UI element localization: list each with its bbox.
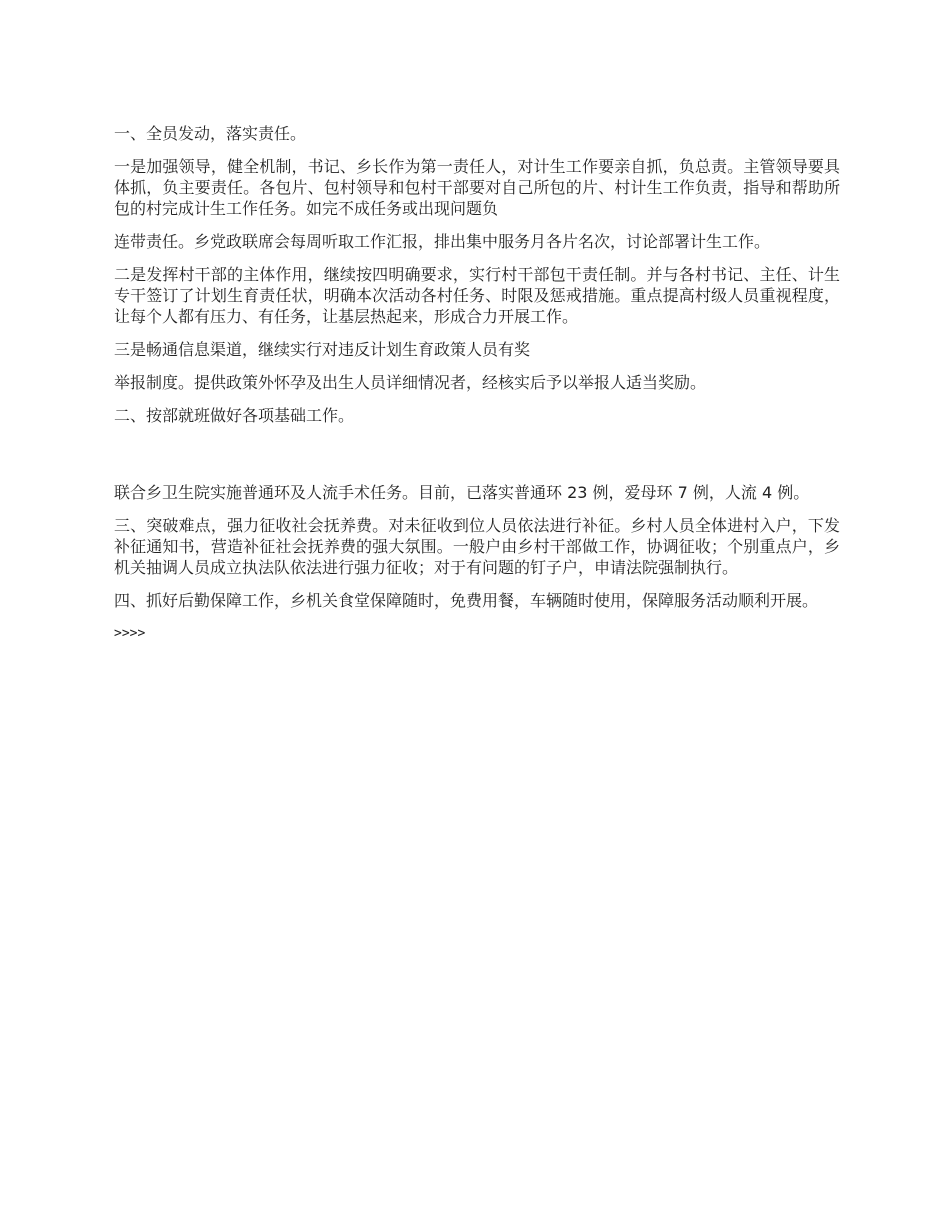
paragraph-logistics: 四、抓好后勤保障工作，乡机关食堂保障随时，免费用餐，车辆随时使用，保障服务活动顺利开展。 xyxy=(114,591,819,610)
paragraph-information-channels: 三是畅通信息渠道，继续实行对违反计划生育政策人员有奖 xyxy=(114,340,531,359)
document-body xyxy=(114,123,840,656)
section-heading-2: 二、按部就班做好各项基础工作。 xyxy=(114,406,355,425)
paragraph-leadership: 一是加强领导，健全机制，书记、乡长作为第一责任人，对计生工作要亲自抓，负总责。主管领导要具体抓，负主要责任。各包片、包村领导和包村干部要对自己所包的片、村计生工作负责，指导和帮助所包的村完成计生工作任务。如完不成任务或出现问题负 xyxy=(114,157,840,218)
blank-gap xyxy=(114,438,840,482)
paragraph-reporting-system: 举报制度。提供政策外怀孕及出生人员详细情况者，经核实后予以举报人适当奖励。 xyxy=(114,373,707,392)
section-heading-1: 一、全员发动，落实责任。 xyxy=(114,124,307,143)
paragraph-social-fees: 三、突破难点，强力征收社会抚养费。对未征收到位人员依法进行补征。乡村人员全体进村入户，下发补征通知书，营造补征社会抚养费的强大氛围。一般户由乡村干部做工作，协调征收；个别重点户，乡机关抽调人员成立执法队依法进行强力征收；对于有问题的钉子户，申请法院强制执行。 xyxy=(114,516,840,577)
continuation-marker: >>>> xyxy=(114,626,146,641)
paragraph-village-cadres: 二是发挥村干部的主体作用，继续按四明确要求，实行村干部包干责任制。并与各村书记、主任、计生专干签订了计划生育责任状，明确本次活动各村任务、时限及惩戒措施。重点提高村级人员重视程度，让每个人都有压力、有任务，让基层热起来，形成合力开展工作。 xyxy=(114,265,840,326)
paragraph-hospital-surgery: 联合乡卫生院实施普通环及人流手术任务。目前，已落实普通环 23 例，爱母环 7 例，人流 4 例。 xyxy=(114,483,810,502)
paragraph-joint-responsibility: 连带责任。乡党政联席会每周听取工作汇报，排出集中服务月各片名次，讨论部署计生工作。 xyxy=(114,232,771,251)
